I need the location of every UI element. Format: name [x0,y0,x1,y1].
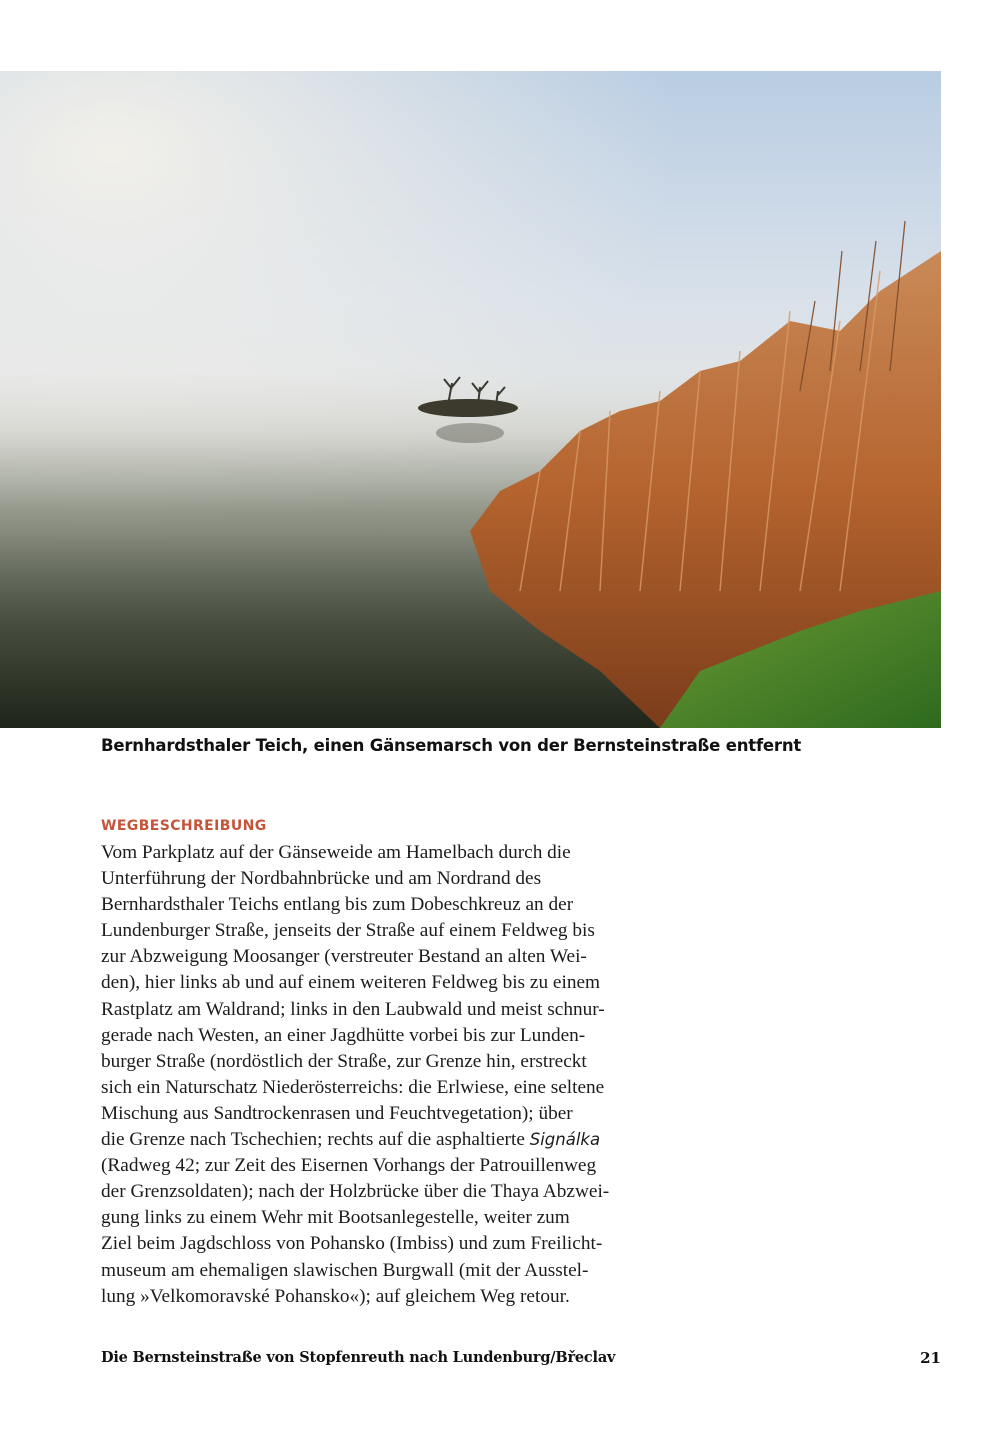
text-line [101,1127,681,1153]
text-fragment: die Grenze nach Tschechien; rechts auf die asphaltierte [101,1129,530,1151]
text-line: den), hier links ab und auf einem weiteren Feldweg bis zu einem [101,972,601,994]
photo-caption: Bernhardsthaler Teich, einen Gänsemarsch von der Bernsteinstraße entfernt [101,736,802,755]
text-line: der Grenzsoldaten); nach der Holzbrücke über die Thaya Abzwei- [101,1181,610,1203]
text-line: Rastplatz am Waldrand; links in den Laubwald und meist schnur- [101,998,605,1020]
text-line: sich ein Naturschatz Niederösterreichs: die Erlwiese, eine seltene [101,1076,605,1098]
page-number: 21 [920,1349,941,1367]
running-title: Die Bernsteinstraße von Stopfenreuth nach Lundenburg/Břeclav [101,1349,616,1366]
text-line: museum am ehemaligen slawischen Burgwall (mit der Ausstel- [101,1259,589,1281]
italic-term: Signálka [529,1130,601,1150]
text-line: zur Abzweigung Moosanger (verstreuter Bestand an alten Wei- [101,946,587,968]
text-line: Bernhardsthaler Teichs entlang bis zum Dobeschkreuz an der [101,894,574,916]
section-heading: WEGBESCHREIBUNG [101,818,267,834]
route-description [101,840,681,1310]
landscape-photo [0,71,941,728]
text-line: burger Straße (nordöstlich der Straße, zur Grenze hin, erstreckt [101,1050,587,1072]
text-line: gerade nach Westen, an einer Jagdhütte vorbei bis zur Lunden- [101,1024,586,1046]
text-line: Lundenburger Straße, jenseits der Straße auf einem Feldweg bis [101,920,595,942]
text-line: Mischung aus Sandtrockenrasen und Feuchtvegetation); über [101,1102,573,1124]
text-line: (Radweg 42; zur Zeit des Eisernen Vorhangs der Patrouillenweg [101,1155,597,1177]
text-line: Ziel beim Jagdschloss von Pohansko (Imbiss) und zum Freilicht- [101,1233,603,1255]
text-line: Unterführung der Nordbahnbrücke und am Nordrand des [101,868,542,890]
text-line: gung links zu einem Wehr mit Bootsanlegestelle, weiter zum [101,1207,570,1229]
text-line: Vom Parkplatz auf der Gänseweide am Hamelbach durch die [101,842,571,863]
text-line: lung »Velkomoravské Pohansko«); auf gleichem Weg retour. [101,1285,570,1307]
